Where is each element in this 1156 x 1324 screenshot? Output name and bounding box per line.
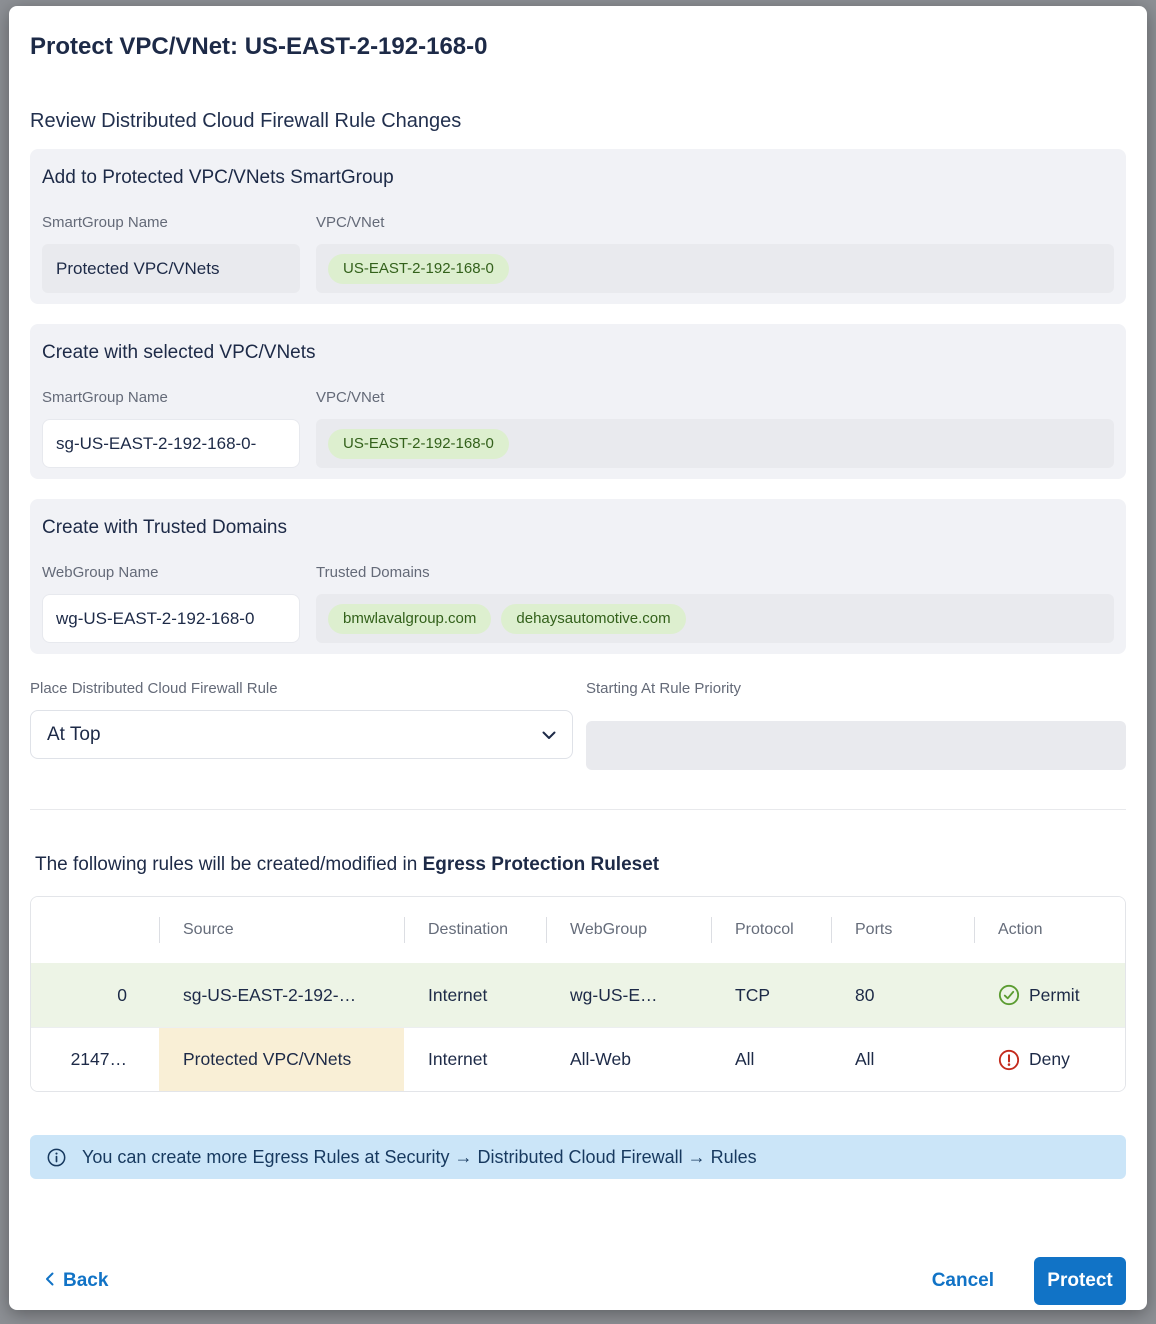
protect-vpc-dialog (9, 6, 1147, 1310)
back-button[interactable] (45, 1270, 108, 1292)
rule-priority-input[interactable] (586, 721, 1126, 770)
placement-row (30, 679, 1126, 770)
info-banner-text: You can create more Egress Rules at Security → Distributed Cloud Firewall → Rules (82, 1146, 757, 1167)
info-icon (47, 1148, 66, 1167)
cell-ports: 80 (855, 984, 875, 1005)
vpc-vnet-label: VPC/VNet (316, 389, 385, 406)
cell-destination: Internet (428, 1049, 488, 1069)
vpc-vnet-label: VPC/VNet (316, 214, 385, 231)
section-add-to-protected-smartgroup (30, 149, 1126, 304)
place-rule-selected-value: At Top (47, 723, 101, 745)
webgroup-name-label: WebGroup Name (42, 564, 159, 581)
deny-alert-icon (998, 1049, 1020, 1071)
cell-destination: Internet (428, 984, 488, 1005)
cell-source-highlighted: Protected VPC/VNets (159, 1028, 404, 1091)
cell-action (974, 1028, 1125, 1091)
smartgroup-name-value: Protected VPC/VNets (42, 244, 300, 293)
vpc-tag: US-EAST-2-192-168-0 (328, 429, 509, 459)
protect-button[interactable]: Protect (1034, 1257, 1126, 1305)
chevron-down-icon (542, 724, 556, 746)
rules-table (30, 896, 1126, 1092)
cell-ports: All (855, 1049, 875, 1069)
trusted-domains-label: Trusted Domains (316, 564, 430, 581)
rule-priority-label: Starting At Rule Priority (586, 680, 742, 697)
column-header-ports: Ports (831, 897, 974, 963)
vpc-vnet-tagbox (316, 419, 1114, 468)
place-rule-label: Place Distributed Cloud Firewall Rule (30, 680, 278, 697)
column-header-priority (31, 897, 159, 963)
cell-webgroup: wg-US-E… (570, 984, 658, 1005)
smartgroup-name-input[interactable] (42, 419, 300, 468)
divider (30, 809, 1126, 810)
rules-intro-text (30, 852, 1126, 878)
cell-protocol: TCP (735, 984, 770, 1005)
ruleset-name: Egress Protection Ruleset (422, 854, 660, 875)
domain-tag: bmwlavalgroup.com (328, 604, 491, 634)
webgroup-name-input[interactable] (42, 594, 300, 643)
rules-intro-plain: The following rules will be created/modified in (35, 854, 423, 875)
column-header-action: Action (974, 897, 1125, 963)
cell-action (974, 963, 1125, 1027)
action-label: Deny (1029, 1049, 1070, 1069)
trusted-domains-tagbox (316, 594, 1114, 643)
smartgroup-name-label: SmartGroup Name (42, 389, 168, 406)
cell-protocol: All (735, 1049, 755, 1069)
action-label: Permit (1029, 984, 1080, 1005)
domain-tag: dehaysautomotive.com (501, 604, 685, 634)
column-header-webgroup: WebGroup (546, 897, 711, 963)
cell-priority: 0 (117, 984, 127, 1005)
table-row-permit-rule (31, 963, 1125, 1027)
cell-webgroup: All-Web (570, 1049, 631, 1069)
column-header-source: Source (159, 897, 404, 963)
back-button-label: Back (63, 1270, 109, 1291)
vpc-vnet-tagbox (316, 244, 1114, 293)
section-heading: Create with Trusted Domains (42, 517, 287, 538)
section-heading: Create with selected VPC/VNets (42, 342, 316, 363)
cancel-button[interactable]: Cancel (931, 1270, 994, 1291)
vpc-tag: US-EAST-2-192-168-0 (328, 254, 509, 284)
chevron-left-icon (45, 1270, 54, 1292)
table-row-deny-rule (31, 1027, 1125, 1091)
info-banner (30, 1135, 1126, 1179)
cell-priority: 2147… (70, 1049, 127, 1069)
page-title: Protect VPC/VNet: US-EAST-2-192-168-0 (30, 33, 488, 60)
section-heading: Add to Protected VPC/VNets SmartGroup (42, 167, 394, 188)
smartgroup-name-label: SmartGroup Name (42, 214, 168, 231)
column-header-protocol: Protocol (711, 897, 831, 963)
column-header-destination: Destination (404, 897, 546, 963)
section-create-with-trusted-domains (30, 499, 1126, 654)
dialog-footer (30, 1257, 1126, 1305)
dialog-subtitle: Review Distributed Cloud Firewall Rule Changes (30, 110, 462, 132)
permit-check-icon (998, 984, 1020, 1006)
rules-table-header (31, 897, 1125, 963)
place-rule-select[interactable] (30, 710, 573, 759)
section-create-with-selected-vpcs (30, 324, 1126, 479)
cell-source: sg-US-EAST-2-192-… (183, 984, 357, 1005)
